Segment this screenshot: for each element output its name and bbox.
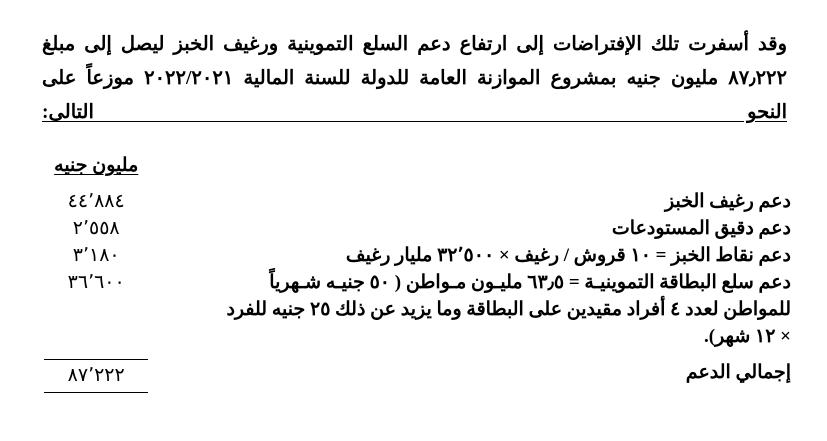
row-description: دعم رغيف الخبز bbox=[664, 191, 791, 212]
row-description bbox=[156, 269, 791, 350]
row-description-line-3: × ١٢ شهر). bbox=[704, 326, 791, 347]
row-description: دعم نقاط الخبز = ١٠ قروش / رغيف × ٣٢٬٥٠٠ مليار رغيف bbox=[345, 245, 791, 266]
table-row bbox=[36, 269, 791, 350]
table-row bbox=[36, 242, 791, 269]
total-row bbox=[36, 350, 791, 393]
figures-table-wrap bbox=[36, 152, 791, 393]
table-row bbox=[36, 188, 791, 215]
row-description-line-2: للمواطن لعدد ٤ أفراد مقيدين على البطاقة وما يزيد عن ذلك ٢٥ جنيه للفرد bbox=[226, 299, 791, 320]
intro-line-1: وقد أسفرت تلك الإفتراضات إلى ارتفاع دعم السلع التموينية ورغيف الخبز ليصل إلى مبلغ bbox=[42, 34, 787, 55]
intro-paragraph bbox=[42, 28, 787, 130]
intro-line-2: ٨٧٫٢٢٢ مليون جنيه بمشروع الموازنة العامة للدولة للسنة المالية ٢٠٢٢/٢٠٢١ موزعاً على bbox=[42, 68, 787, 89]
row-amount: ٤٤٬٨٨٤ bbox=[67, 191, 125, 212]
total-amount: ٨٧٬٢٢٢ bbox=[44, 359, 148, 393]
total-amount-cell bbox=[36, 350, 156, 393]
table-header-row bbox=[36, 152, 791, 188]
row-description-line-1: دعم سلع البطاقة التموينيـة = ٦٣٫٥ مليـون مـواطن ( ٥٠ جنيـه شـهرياً bbox=[269, 272, 791, 293]
row-amount: ٣٬١٨٠ bbox=[72, 245, 120, 266]
header-spacer bbox=[156, 152, 791, 188]
unit-header: مليون جنيه bbox=[54, 155, 139, 176]
row-amount: ٣٦٬٦٠٠ bbox=[67, 272, 125, 293]
row-description: دعم دقيق المستودعات bbox=[611, 218, 791, 239]
figures-table bbox=[36, 152, 791, 393]
row-amount: ٢٬٥٥٨ bbox=[72, 218, 120, 239]
intro-line-3: النحو التالى: bbox=[42, 102, 787, 123]
total-label: إجمالي الدعم bbox=[685, 362, 791, 383]
table-row bbox=[36, 215, 791, 242]
